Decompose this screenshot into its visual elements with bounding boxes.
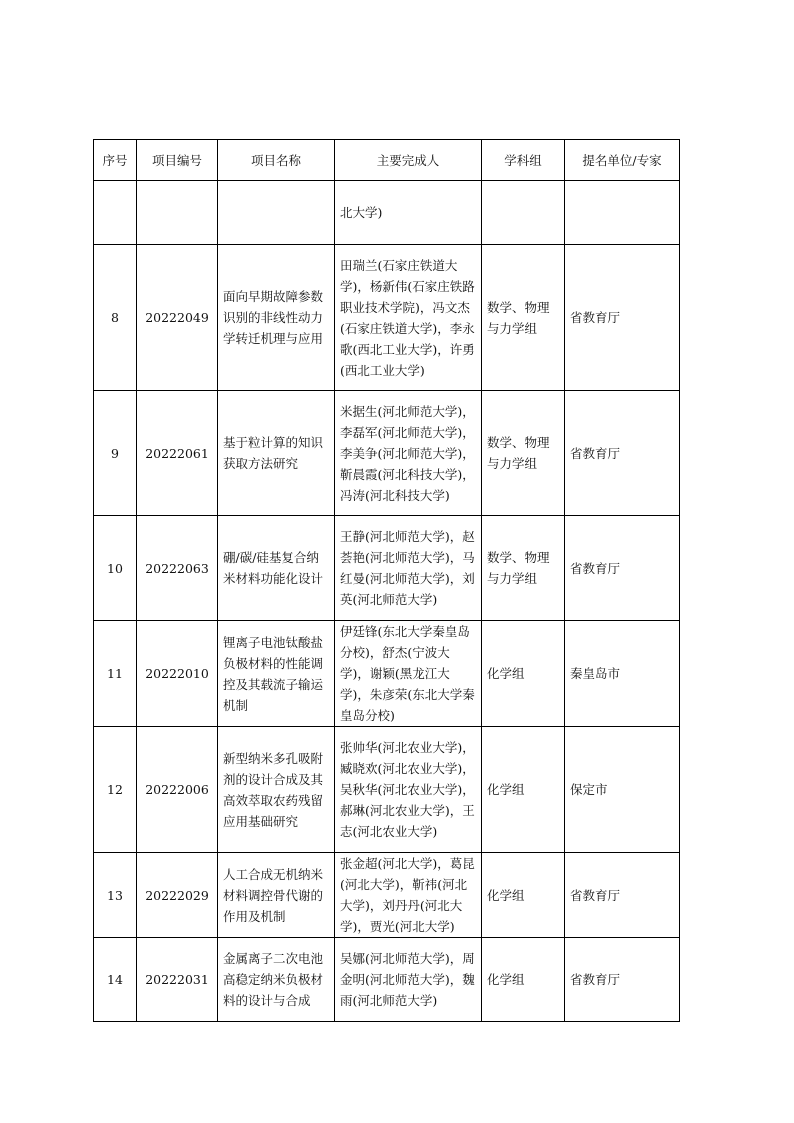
cell-group: 化学组 (482, 938, 565, 1022)
cell-group (482, 181, 565, 245)
cell-group: 化学组 (482, 727, 565, 853)
cell-people: 吴娜(河北师范大学)，周金明(河北师范大学)，魏雨(河北师范大学) (335, 938, 482, 1022)
cell-code: 20222029 (137, 853, 218, 938)
cell-people: 张帅华(河北农业大学)，臧晓欢(河北农业大学)，吴秋华(河北农业大学)，郝琳(河北农业大学)，王志(河北农业大学) (335, 727, 482, 853)
cell-people: 田瑞兰(石家庄铁道大学)，杨新伟(石家庄铁路职业技术学院)，冯文杰(石家庄铁道大学)，李永歌(西北工业大学)，许勇(西北工业大学) (335, 245, 482, 391)
cell-code: 20222063 (137, 516, 218, 621)
cell-unit: 省教育厅 (565, 853, 680, 938)
cell-index: 13 (94, 853, 137, 938)
cell-unit: 省教育厅 (565, 938, 680, 1022)
cell-name: 硼/碳/硅基复合纳米材料功能化设计 (218, 516, 335, 621)
table-row (94, 727, 680, 853)
cell-index: 9 (94, 391, 137, 516)
cell-index (94, 181, 137, 245)
cell-index: 10 (94, 516, 137, 621)
cell-people: 王静(河北师范大学)，赵荟艳(河北师范大学)，马红曼(河北师范大学)，刘英(河北师范大学) (335, 516, 482, 621)
cell-unit: 省教育厅 (565, 516, 680, 621)
cell-index: 11 (94, 621, 137, 727)
cell-name: 人工合成无机纳米材料调控骨代谢的作用及机制 (218, 853, 335, 938)
cell-code: 20222006 (137, 727, 218, 853)
cell-index: 12 (94, 727, 137, 853)
cell-index: 14 (94, 938, 137, 1022)
cell-group: 数学、物理与力学组 (482, 391, 565, 516)
table-row-continuation (94, 181, 680, 245)
header-group: 学科组 (482, 140, 565, 181)
header-index: 序号 (94, 140, 137, 181)
cell-name: 面向早期故障参数识别的非线性动力学转迁机理与应用 (218, 245, 335, 391)
table-row (94, 938, 680, 1022)
cell-name (218, 181, 335, 245)
cell-people: 米据生(河北师范大学)，李磊军(河北师范大学)，李美争(河北师范大学)，靳晨霞(河北科技大学)，冯涛(河北科技大学) (335, 391, 482, 516)
header-people: 主要完成人 (335, 140, 482, 181)
cell-unit: 保定市 (565, 727, 680, 853)
cell-people: 伊廷锋(东北大学秦皇岛分校)，舒杰(宁波大学)，谢颖(黑龙江大学)，朱彦荣(东北大学秦皇岛分校) (335, 621, 482, 727)
cell-index: 8 (94, 245, 137, 391)
table-row (94, 621, 680, 727)
cell-people: 张金超(河北大学)，葛昆(河北大学)，靳祎(河北大学)，刘丹丹(河北大学)，贾光(河北大学) (335, 853, 482, 938)
cell-name: 新型纳米多孔吸附剂的设计合成及其高效萃取农药残留应用基础研究 (218, 727, 335, 853)
project-table (93, 139, 680, 1022)
table-row (94, 391, 680, 516)
cell-code: 20222031 (137, 938, 218, 1022)
table-row (94, 853, 680, 938)
cell-group: 数学、物理与力学组 (482, 516, 565, 621)
header-code: 项目编号 (137, 140, 218, 181)
cell-people: 北大学) (335, 181, 482, 245)
cell-code: 20222010 (137, 621, 218, 727)
cell-code (137, 181, 218, 245)
header-name: 项目名称 (218, 140, 335, 181)
cell-name: 锂离子电池钛酸盐负极材料的性能调控及其载流子输运机制 (218, 621, 335, 727)
table-header-row (94, 140, 680, 181)
cell-name: 基于粒计算的知识获取方法研究 (218, 391, 335, 516)
cell-unit: 秦皇岛市 (565, 621, 680, 727)
cell-unit (565, 181, 680, 245)
table-row (94, 516, 680, 621)
header-unit: 提名单位/专家 (565, 140, 680, 181)
cell-unit: 省教育厅 (565, 245, 680, 391)
cell-code: 20222049 (137, 245, 218, 391)
cell-group: 化学组 (482, 853, 565, 938)
cell-unit: 省教育厅 (565, 391, 680, 516)
cell-group: 化学组 (482, 621, 565, 727)
cell-name: 金属离子二次电池高稳定纳米负极材料的设计与合成 (218, 938, 335, 1022)
cell-code: 20222061 (137, 391, 218, 516)
cell-group: 数学、物理与力学组 (482, 245, 565, 391)
table-row (94, 245, 680, 391)
